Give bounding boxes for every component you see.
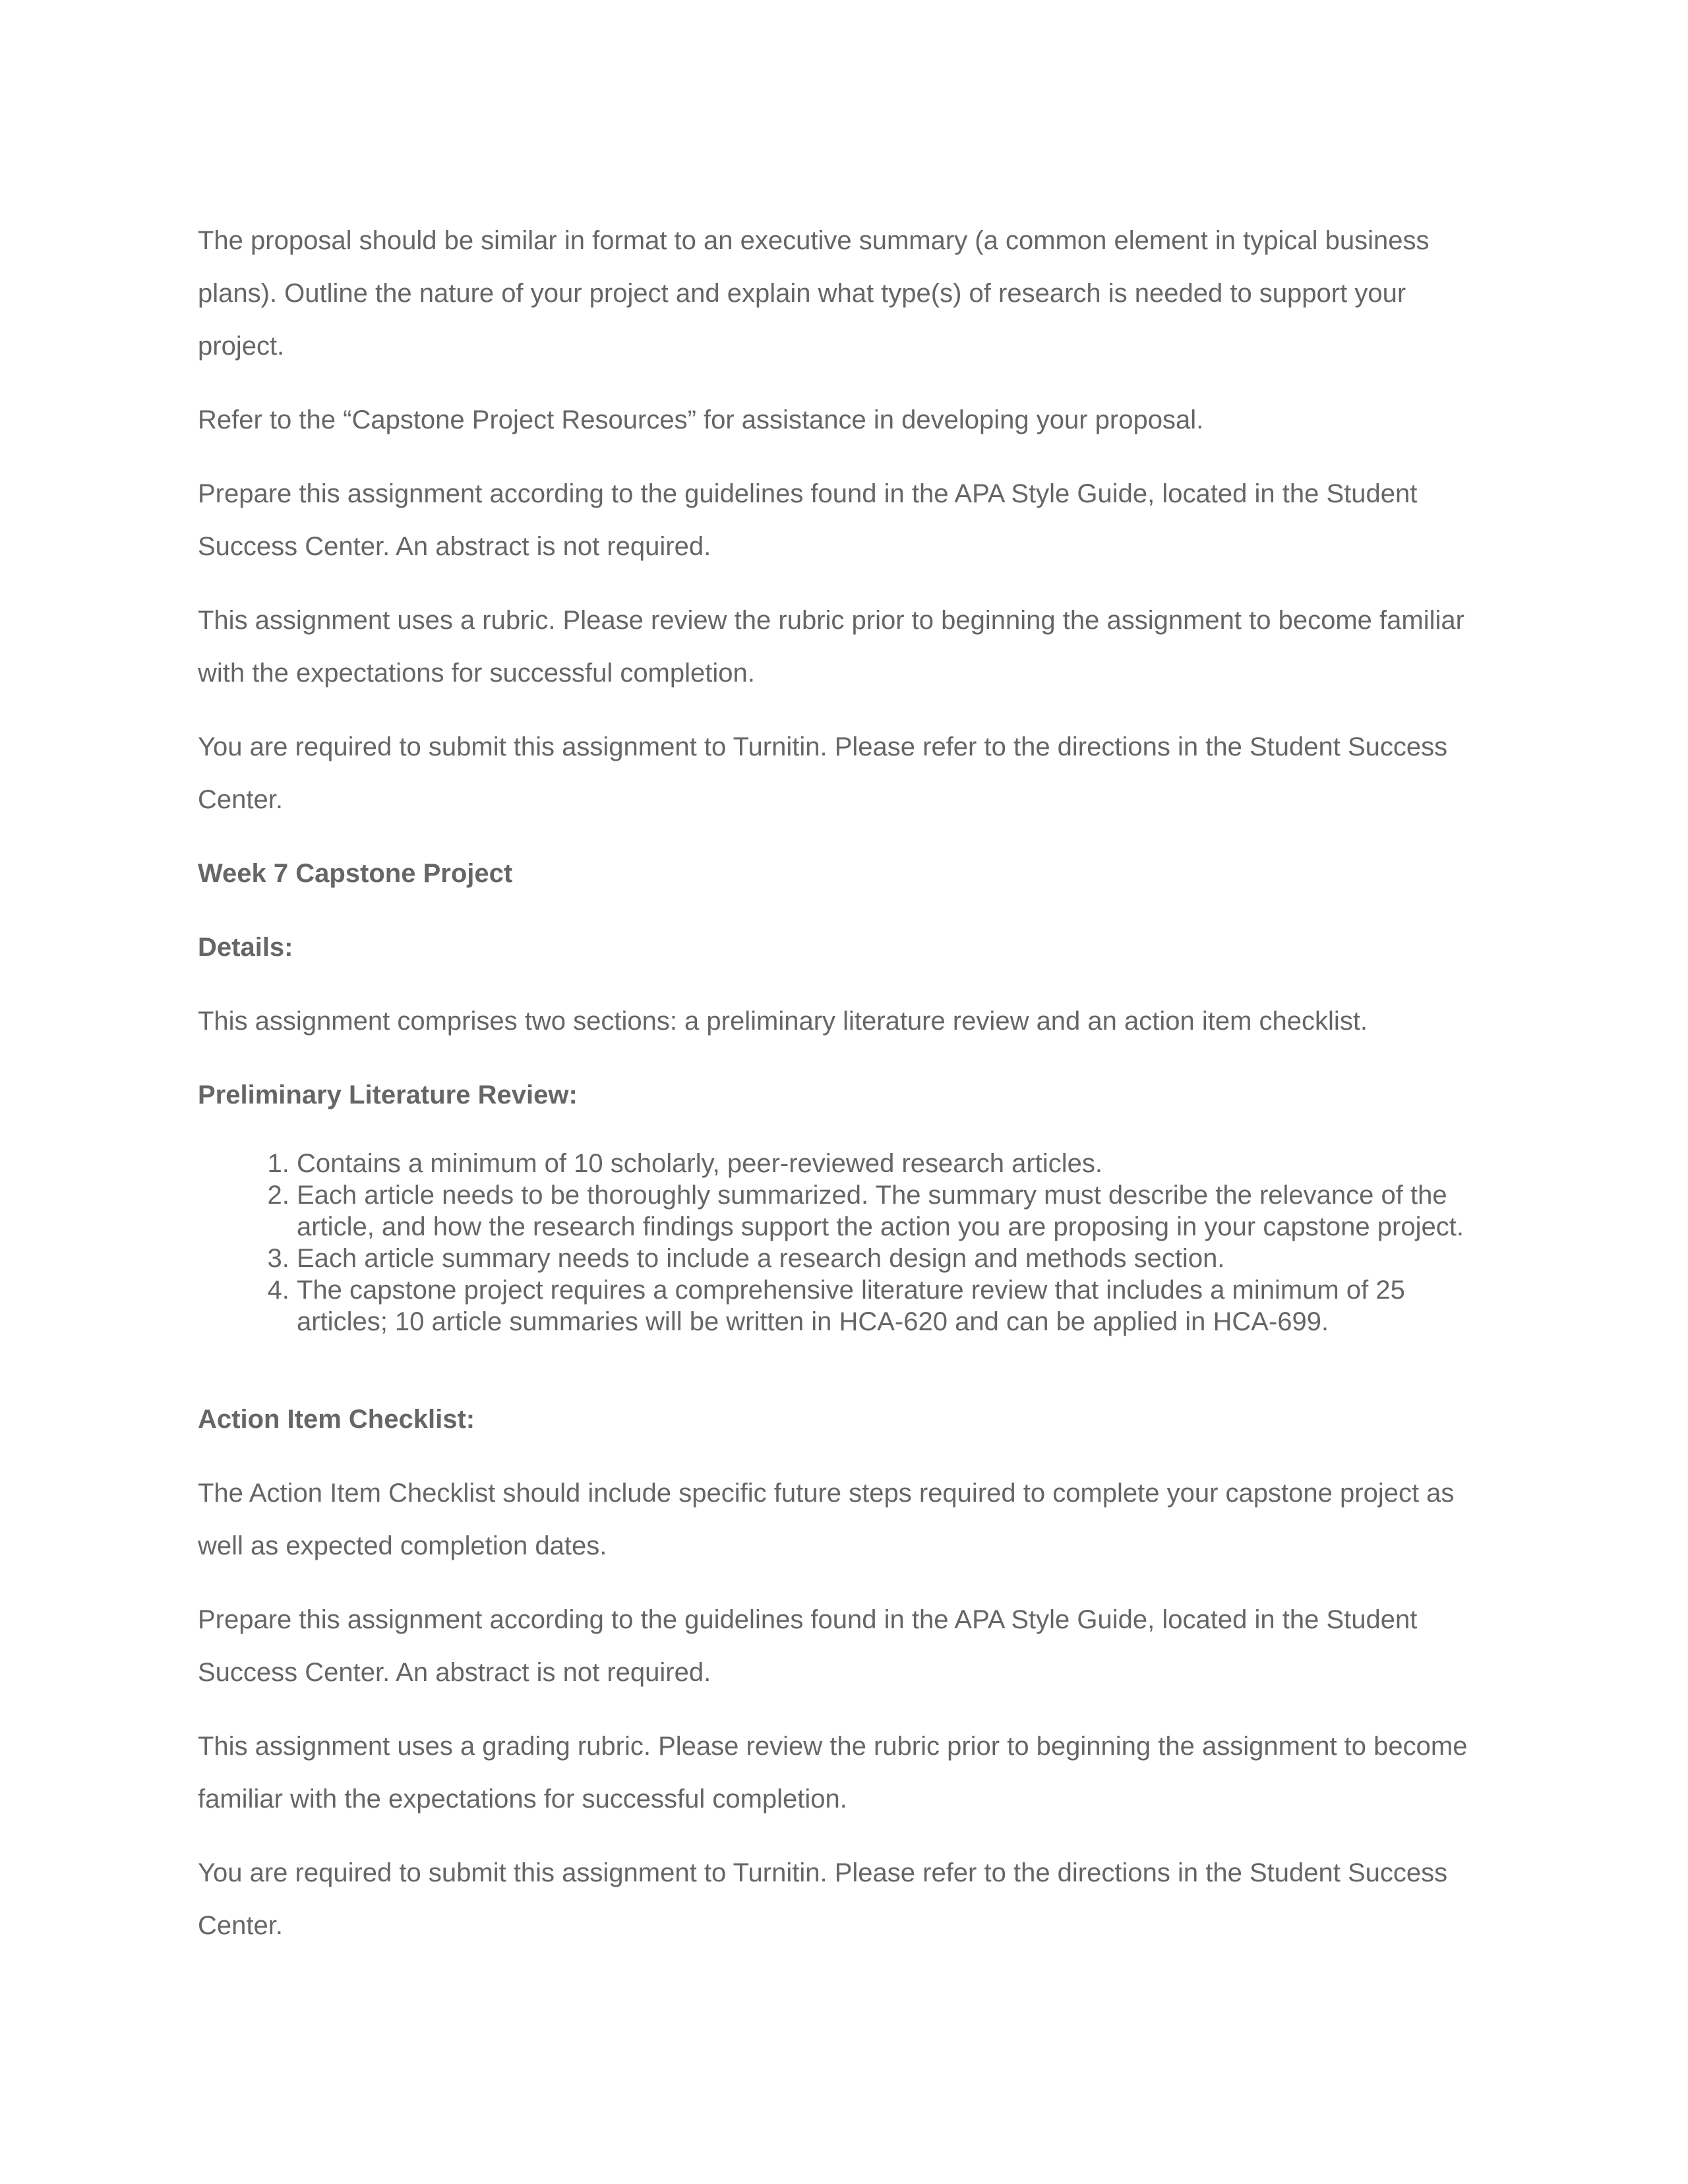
- list-item: 4. The capstone project requires a comprehensive literature review that includes a minimum of 25 articles; 10 article summaries will be written in HCA-620 and can be applied in HCA-699.: [297, 1274, 1490, 1338]
- list-spacer: [198, 1338, 1490, 1393]
- lit-review-list: [198, 1148, 1490, 1338]
- checklist-heading: Action Item Checklist:: [198, 1405, 475, 1434]
- apa-paragraph: Prepare this assignment according to the guidelines found in the APA Style Guide, located in the Student Success Center. An abstract is not required.: [198, 1605, 1418, 1687]
- list-item: 1. Contains a minimum of 10 scholarly, peer-reviewed research articles.: [297, 1148, 1490, 1179]
- details-text: This assignment comprises two sections: a preliminary literature review and an action item checklist.: [198, 1007, 1368, 1036]
- list-item: 3. Each article summary needs to include a research design and methods section.: [297, 1243, 1490, 1274]
- intro-paragraph-apa: Prepare this assignment according to the guidelines found in the APA Style Guide, located in the Student Success Center. An abstract is not required.: [198, 479, 1418, 561]
- intro-paragraph-rubric: This assignment uses a rubric. Please review the rubric prior to beginning the assignment to become familiar with the expectations for successful completion.: [198, 606, 1464, 688]
- week7-title: Week 7 Capstone Project: [198, 859, 513, 888]
- rubric-paragraph: This assignment uses a grading rubric. Please review the rubric prior to beginning the assignment to become familiar with the expectations for successful completion.: [198, 1732, 1468, 1814]
- intro-paragraph-format: The proposal should be similar in format to an executive summary (a common element in typical business plans). Outline the nature of your project and explain what type(s) of research is needed to support your project.: [198, 226, 1430, 361]
- intro-paragraph-resources: Refer to the “Capstone Project Resources” for assistance in developing your proposal.: [198, 405, 1204, 434]
- checklist-text: The Action Item Checklist should include specific future steps required to complete your capstone project as well as expected completion dates.: [198, 1479, 1455, 1560]
- document-page: [198, 214, 1490, 1973]
- details-heading: Details:: [198, 933, 293, 962]
- intro-paragraph-turnitin: You are required to submit this assignment to Turnitin. Please refer to the directions in the Student Success Center.: [198, 732, 1448, 814]
- lit-review-heading: Preliminary Literature Review:: [198, 1080, 578, 1109]
- list-item: 2. Each article needs to be thoroughly summarized. The summary must describe the relevance of the article, and how the research findings support the action you are proposing in your capstone project.: [297, 1179, 1490, 1243]
- turnitin-paragraph: You are required to submit this assignment to Turnitin. Please refer to the directions in the Student Success Center.: [198, 1858, 1448, 1940]
